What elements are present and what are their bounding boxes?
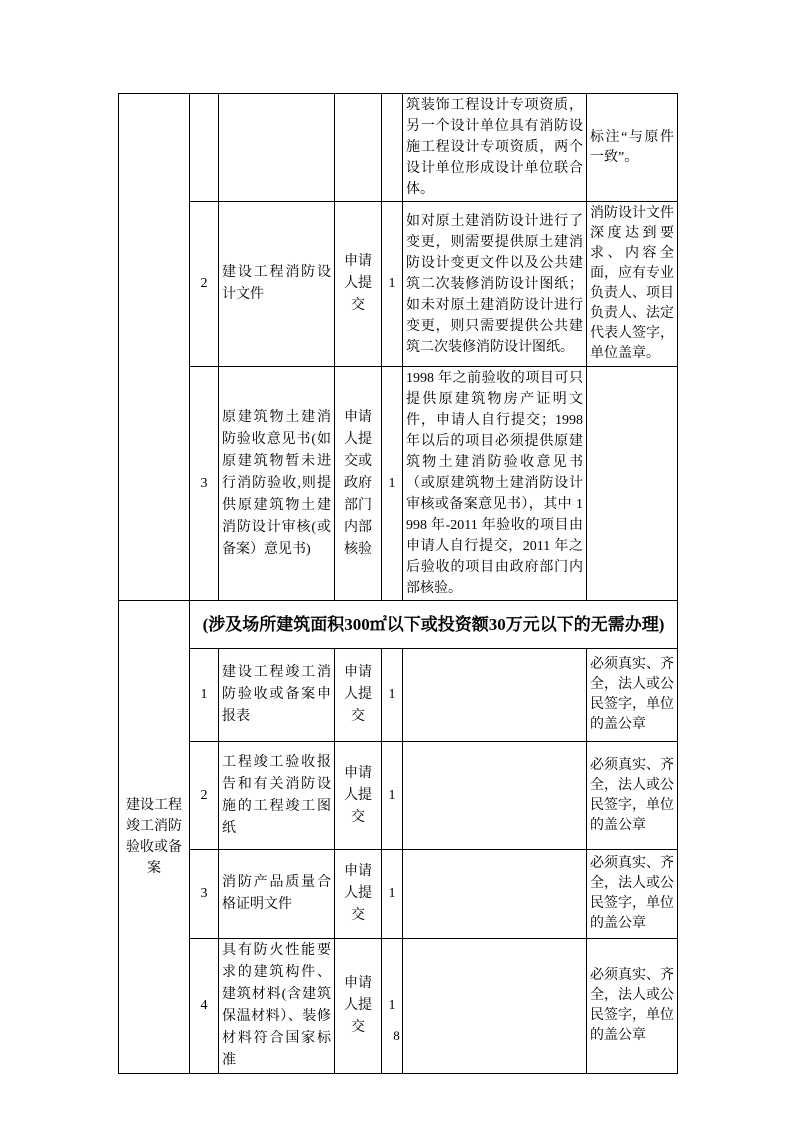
table-row (119, 742, 678, 850)
material-name-cell (219, 94, 335, 202)
copy-count-cell: 1 (382, 850, 403, 939)
requirement-cell: 必须真实、齐全，法人或公民签字，单位的盖公章 (587, 649, 678, 742)
description-cell (403, 939, 587, 1074)
copy-count-cell: 1 (382, 939, 403, 1074)
material-name-cell: 消防产品质量合格证明文件 (219, 850, 335, 939)
table-row (119, 202, 678, 367)
copy-count-cell (382, 94, 403, 202)
submit-method-cell (335, 94, 382, 202)
group-label-cell (119, 94, 190, 601)
seq-cell: 4 (190, 939, 219, 1074)
material-name-cell: 具有防火性能要求的建筑构件、建筑材料(含建筑保温材料）、装修材料符合国家标准 (219, 939, 335, 1074)
submit-method-cell: 申请人提交 (335, 939, 382, 1074)
description-cell: 1998 年之前验收的项目可只提供原建筑物房产证明文件，申请人自行提交；1998 年以后的项目必须提供原建筑物土建消防验收意见书（或原建筑物土建消防设计审核或备案意见书），其中 1998 年-2011 年验收的项目由申请人自行提交，2011 年之后验收的项目由政府部门内部核验。 (403, 367, 587, 601)
material-name-cell: 建设工程消防设计文件 (219, 202, 335, 367)
table-row (119, 649, 678, 742)
seq-cell: 1 (190, 649, 219, 742)
description-cell (403, 850, 587, 939)
procedure-materials-table (118, 93, 678, 1074)
copy-count-cell: 1 (382, 649, 403, 742)
requirement-cell: 必须真实、齐全，法人或公民签字，单位的盖公章 (587, 850, 678, 939)
table-row (119, 939, 678, 1074)
section-note-cell: (涉及场所建筑面积300㎡以下或投资额30万元以下的无需办理) (190, 601, 678, 649)
description-cell (403, 742, 587, 850)
table-row (119, 601, 678, 649)
submit-method-cell: 申请人提交 (335, 742, 382, 850)
requirement-cell: 标注“与原件一致”。 (587, 94, 678, 202)
table-row (119, 850, 678, 939)
submit-method-cell: 申请人提交 (335, 649, 382, 742)
copy-count-cell: 1 (382, 367, 403, 601)
seq-cell: 3 (190, 367, 219, 601)
description-cell: 筑装饰工程设计专项资质，另一个设计单位具有消防设施工程设计专项资质，两个设计单位形成设计单位联合体。 (403, 94, 587, 202)
material-name-cell: 建设工程竣工消防验收或备案申报表 (219, 649, 335, 742)
seq-cell: 3 (190, 850, 219, 939)
material-name-cell: 工程竣工验收报告和有关消防设施的工程竣工图纸 (219, 742, 335, 850)
submit-method-cell: 申请人提交或政府部门内部核验 (335, 367, 382, 601)
group-label-cell: 建设工程竣工消防验收或备案 (119, 601, 190, 1074)
submit-method-cell: 申请人提交 (335, 850, 382, 939)
table-row (119, 94, 678, 202)
material-name-cell: 原建筑物土建消防验收意见书(如原建筑物暂未进行消防验收,则提供原建筑物土建消防设计审核(或备案）意见书) (219, 367, 335, 601)
requirement-cell: 必须真实、齐全，法人或公民签字，单位的盖公章 (587, 939, 678, 1074)
seq-cell: 2 (190, 202, 219, 367)
requirement-cell: 消防设计文件深度达到要求、内容全面，应有专业负责人、项目负责人、法定代表人签字，单位盖章。 (587, 202, 678, 367)
requirement-cell (587, 367, 678, 601)
page-number: 8 (393, 1028, 400, 1043)
table-row (119, 367, 678, 601)
copy-count-cell: 1 (382, 202, 403, 367)
seq-cell: 2 (190, 742, 219, 850)
description-cell: 如对原土建消防设计进行了变更，则需要提供原土建消防设计变更文件以及公共建筑二次装修消防设计图纸；如未对原土建消防设计进行变更，则只需要提供公共建筑二次装修消防设计图纸。 (403, 202, 587, 367)
description-cell (403, 649, 587, 742)
seq-cell (190, 94, 219, 202)
copy-count-cell: 1 (382, 742, 403, 850)
requirement-cell: 必须真实、齐全，法人或公民签字，单位的盖公章 (587, 742, 678, 850)
submit-method-cell: 申请人提交 (335, 202, 382, 367)
